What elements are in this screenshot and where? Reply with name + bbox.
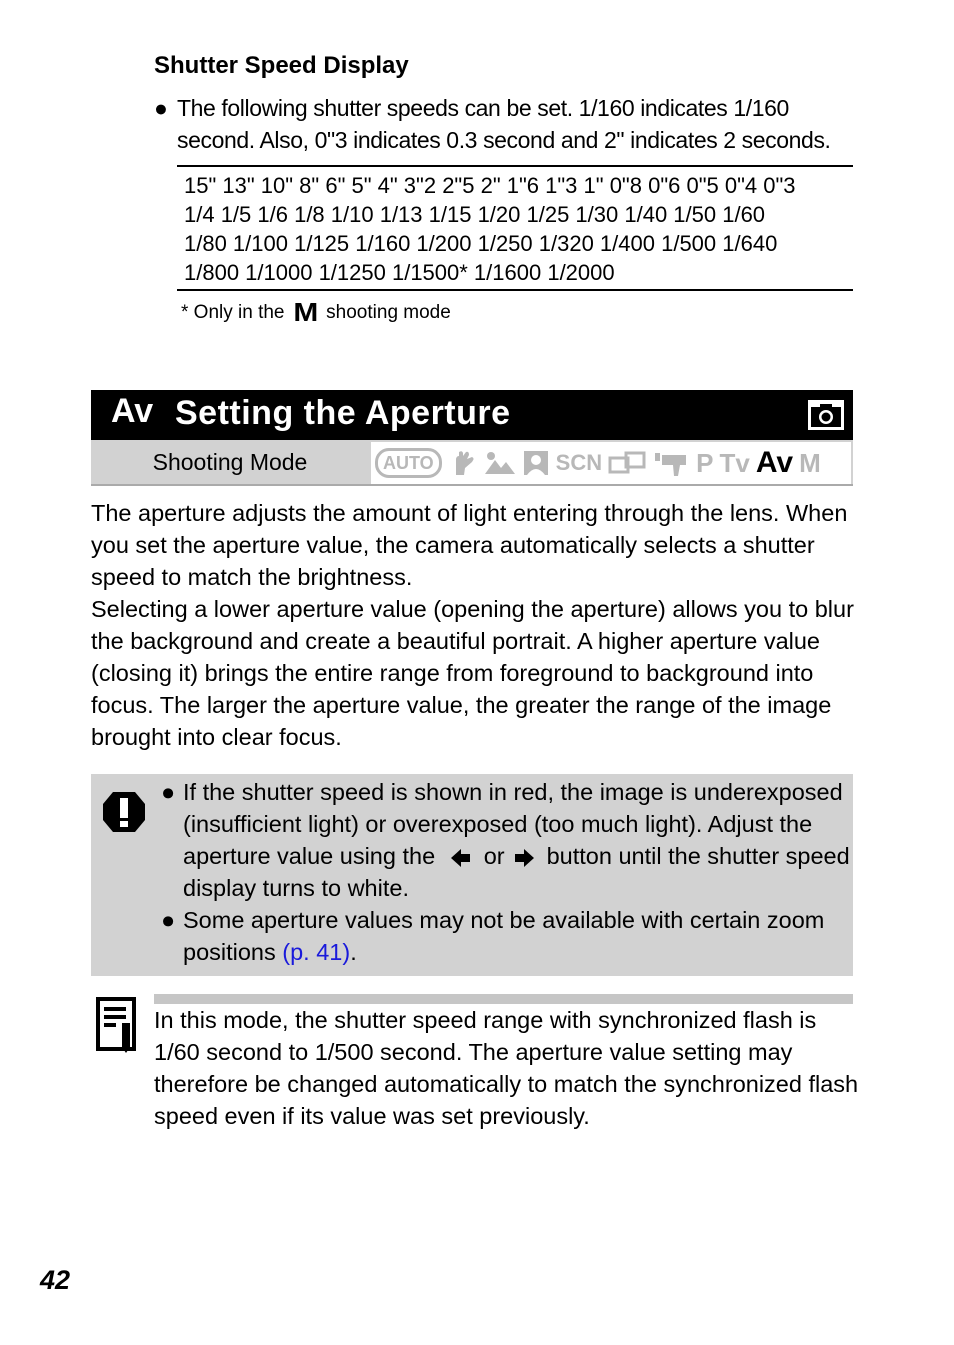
body-paragraph-2: Selecting a lower aperture value (opening the aperture) allows you to blur the background and create a beautiful portrait. A higher aperture value (closing it) brings the entire range from foreground to background into focus. The larger the aperture value, the greater the range of the image brought into clear focus. — [91, 596, 854, 750]
footnote-text-after: shooting mode — [326, 301, 451, 323]
body-text — [91, 497, 861, 753]
manual-mode-hand-icon — [448, 448, 478, 478]
camera-icon — [807, 399, 845, 431]
tv-mode-icon: Tv — [719, 447, 750, 478]
speed-line: 1/800 1/1000 1/1250 1/1500* 1/1600 1/2000 — [184, 260, 615, 285]
footnote-text-before: * Only in the — [181, 301, 285, 323]
av-mode-icon: Av — [755, 446, 794, 479]
movie-mode-icon — [654, 449, 690, 477]
portrait-mode-icon — [522, 449, 550, 477]
shutter-speed-table — [177, 165, 853, 291]
scene-mode-icon: SCN — [555, 450, 603, 475]
shooting-mode-row — [91, 440, 853, 486]
caution-item-1-text: If the shutter speed is shown in red, the image is underexposed (insufficient light) or overexposed (too much light). Adjust the aperture value using the — [183, 779, 843, 869]
manual-mode-icon: M — [292, 297, 318, 327]
memo-text: In this mode, the shutter speed range with synchronized flash is 1/60 second to 1/500 second. The aperture value setting may therefore be changed automatically to match the synchronized flash speed even if its value was set previously. — [154, 1007, 859, 1129]
caution-box — [91, 774, 853, 976]
section-header — [91, 390, 853, 440]
speed-line: 1/80 1/100 1/125 1/160 1/200 1/250 1/320 1/400 1/500 1/640 — [184, 231, 778, 256]
bullet-dot-icon: ● — [161, 779, 176, 805]
caution-item — [161, 776, 851, 904]
auto-mode-icon: AUTO — [375, 448, 442, 478]
caution-item-1-text-after: button until the shutter speed display turns to white. — [183, 843, 850, 901]
caution-item-2-text: Some aperture values may not be available with certain zoom positions — [183, 907, 825, 965]
shutter-speed-heading: Shutter Speed Display — [154, 52, 409, 79]
page-number: 42 — [40, 1265, 71, 1295]
speed-line: 15" 13" 10" 8" 6" 5" 4" 3"2 2"5 2" 1"6 1"3 1" 0"8 0"6 0"5 0"4 0"3 — [184, 173, 796, 198]
shutter-speed-bullet-text: The following shutter speeds can be set. 1/160 indicates 1/160 second. Also, 0"3 indicates 0.3 second and 2" indicates 2 seconds. — [177, 95, 831, 153]
stitch-assist-icon — [608, 450, 648, 476]
left-arrow-button-icon — [450, 847, 472, 869]
shooting-mode-icons — [369, 440, 853, 484]
bullet-dot-icon: ● — [154, 95, 168, 121]
section-title: Setting the Aperture — [175, 394, 511, 432]
caution-item-2-period: . — [350, 939, 357, 965]
page-reference-link[interactable]: (p. 41) — [282, 939, 351, 965]
caution-item — [161, 904, 851, 968]
landscape-mode-icon — [484, 450, 516, 476]
shutter-speed-bullet — [154, 92, 854, 156]
bullet-dot-icon: ● — [161, 907, 176, 933]
m-mode-icon: M — [799, 447, 821, 478]
shutter-speed-footnote — [181, 297, 451, 328]
memo-divider — [154, 994, 853, 1004]
caution-list — [161, 776, 851, 968]
av-mode-badge: Av — [111, 392, 154, 430]
right-arrow-button-icon — [513, 847, 535, 869]
speed-line: 1/4 1/5 1/6 1/8 1/10 1/13 1/15 1/20 1/25 1/30 1/40 1/50 1/60 — [184, 202, 766, 227]
caution-or: or — [483, 843, 505, 869]
program-mode-icon: P — [696, 447, 714, 478]
shooting-mode-label: Shooting Mode — [91, 440, 369, 484]
memo-icon — [96, 997, 138, 1055]
body-paragraph-1: The aperture adjusts the amount of light entering through the lens. When you set the aperture value, the camera automatically selects a shutter speed to match the brightness. — [91, 500, 848, 590]
caution-icon — [101, 790, 147, 834]
